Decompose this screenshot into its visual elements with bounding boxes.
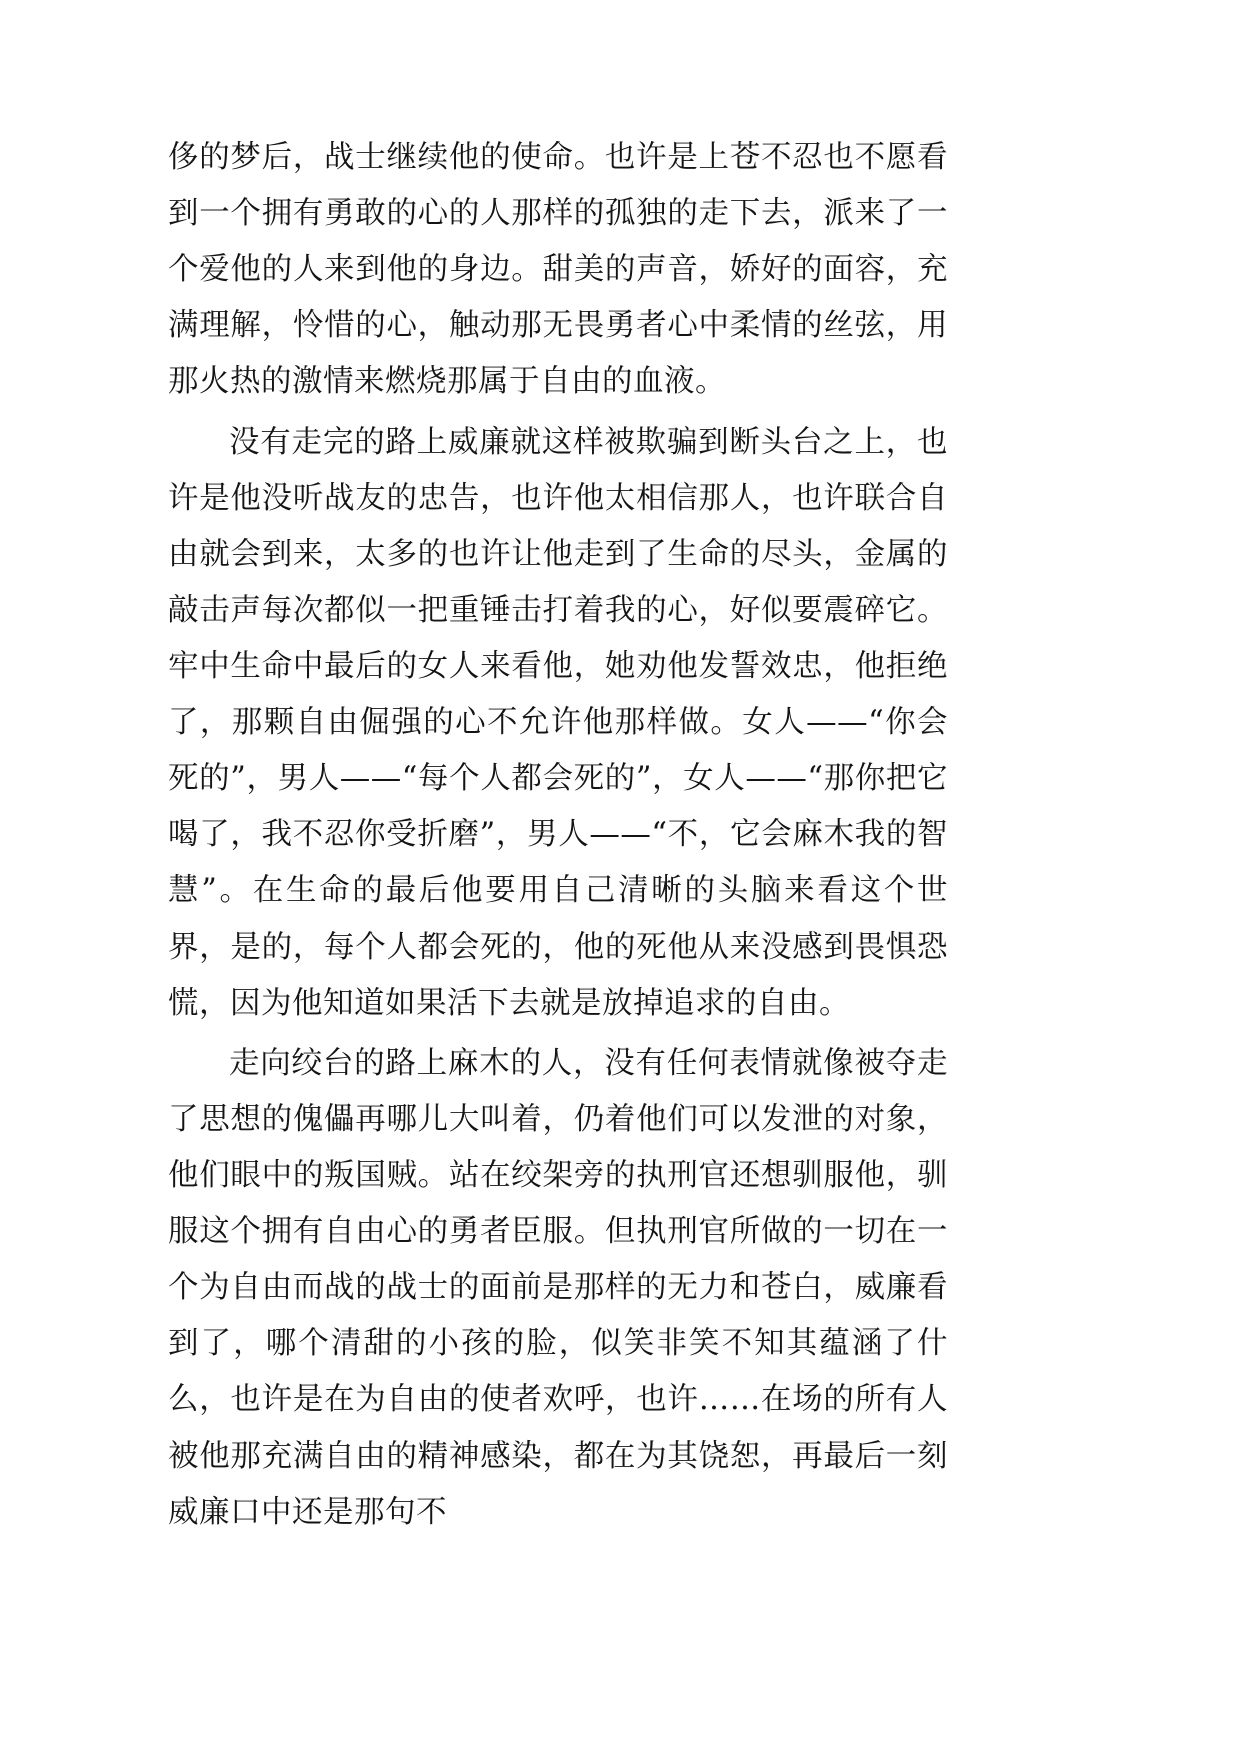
paragraph-3: 走向绞台的路上麻木的人，没有任何表情就像被夺走了思想的傀儡再哪儿大叫着，仍着他们可以发泄的对象，他们眼中的叛国贼。站在绞架旁的执刑官还想驯服他，驯服这个拥有自由心的勇者臣服。但执刑官所做的一切在一个为自由而战的战士的面前是那样的无力和苍白，威廉看到了，哪个清甜的小孩的脸，似笑非笑不知其蕴涵了什么，也许是在为自由的使者欢呼，也许……在场的所有人被他那充满自由的精神感染，都在为其饶恕，再最后一刻威廉口中还是那句不 <box>168 1045 948 1530</box>
document-body <box>168 130 948 1545</box>
paragraph-2: 没有走完的路上威廉就这样被欺骗到断头台之上，也许是他没听战友的忠告，也许他太相信那人，也许联合自由就会到来，太多的也许让他走到了生命的尽头，金属的敲击声每次都似一把重锤击打着我的心，好似要震碎它。牢中生命中最后的女人来看他，她劝他发誓效忠，他拒绝了，那颗自由倔强的心不允许他那样做。女人——“你会死的”，男人——“每个人都会死的”，女人——“那你把它喝了，我不忍你受折磨”，男人——“不，它会麻木我的智慧”。在生命的最后他要用自己清晰的头脑来看这个世界，是的，每个人都会死的，他的死他从来没感到畏惧恐慌，因为他知道如果活下去就是放掉追求的自由。 <box>168 424 948 1021</box>
paragraph-1: 侈的梦后，战士继续他的使命。也许是上苍不忍也不愿看到一个拥有勇敢的心的人那样的孤独的走下去，派来了一个爱他的人来到他的身边。甜美的声音，娇好的面容，充满理解，怜惜的心，触动那无畏勇者心中柔情的丝弦，用那火热的激情来燃烧那属于自由的血液。 <box>168 140 948 400</box>
